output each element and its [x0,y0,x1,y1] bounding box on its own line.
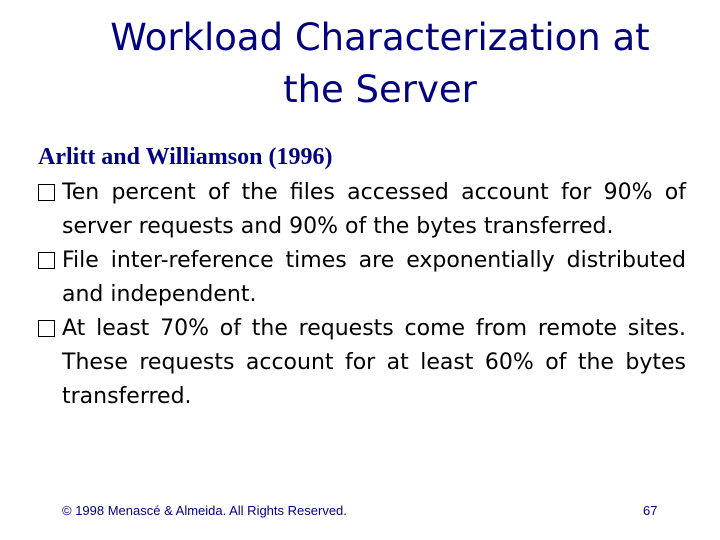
bullet-text: Ten percent of the files accessed account for 90% of server requests and 90% of the bytes transferred. [62,180,686,239]
slide-subtitle: Arlitt and Williamson (1996) [38,144,333,170]
page-number: 67 [643,503,658,518]
hollow-square-icon [38,320,55,337]
slide-title-line-2: the Server [283,68,477,111]
bullet-text: At least 70% of the requests come from remote sites. These requests account for at least 60% of the bytes transferred. [62,316,686,409]
bullet-item [38,244,686,312]
bullet-list [38,176,686,414]
bullet-text: File inter-reference times are exponentially distributed and independent. [62,248,686,307]
copyright-footer: © 1998 Menascé & Almeida. All Rights Reserved. [62,503,347,518]
slide-title-line-1: Workload Characterization at [110,16,650,59]
bullet-item [38,312,686,414]
hollow-square-icon [38,184,55,201]
hollow-square-icon [38,252,55,269]
slide-title [40,12,720,116]
bullet-item [38,176,686,244]
